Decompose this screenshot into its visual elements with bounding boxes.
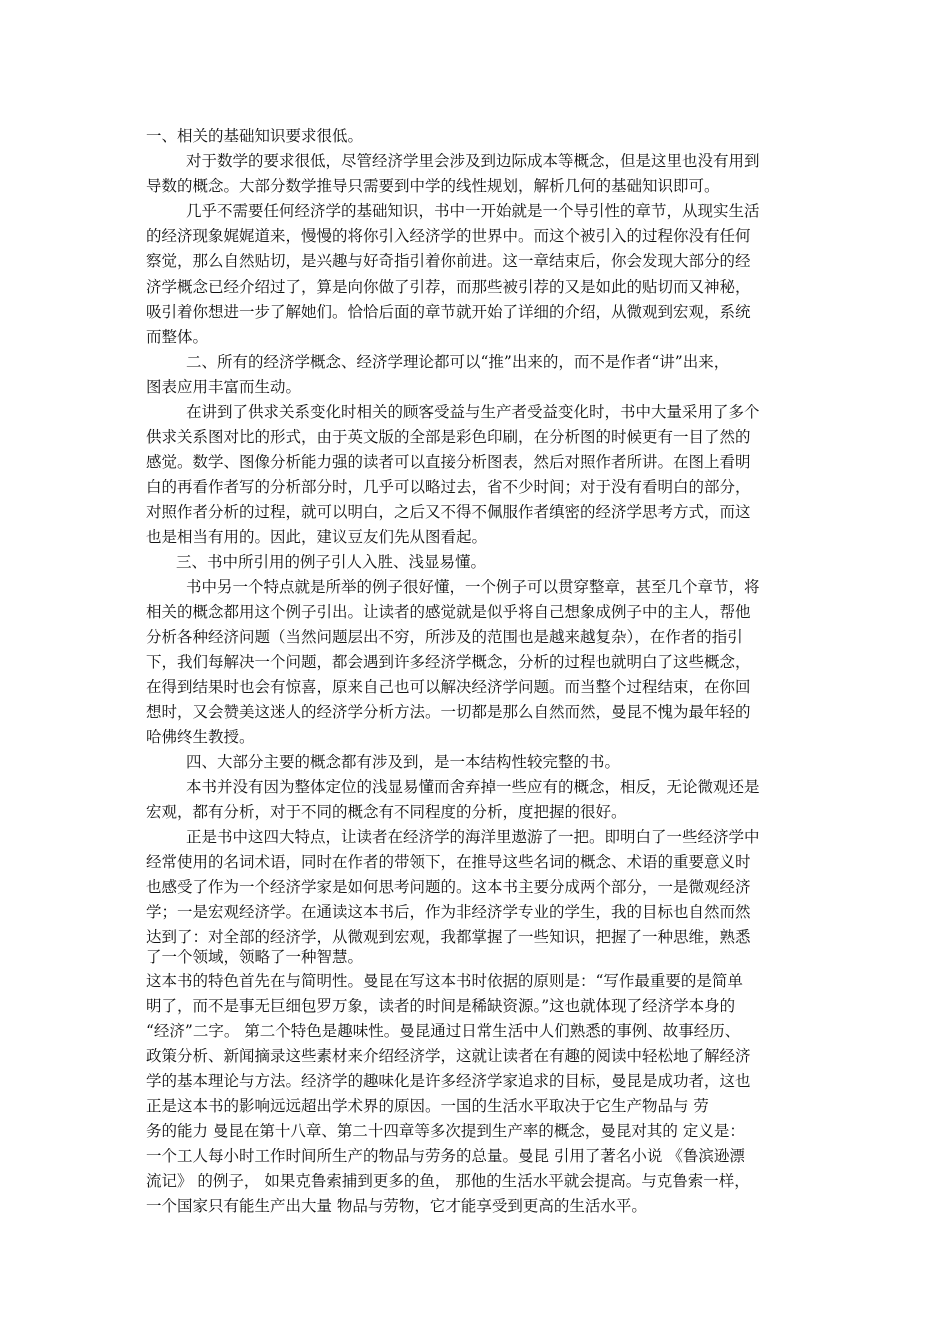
paragraph-line: 在讲到了供求关系变化时相关的顾客受益与生产者受益变化时，书中大量采用了多个 bbox=[186, 403, 760, 421]
paragraph-line: 感觉。数学、图像分析能力强的读者可以直接分析图表，然后对照作者所讲。在图上看明 bbox=[146, 453, 751, 471]
paragraph-line: “经济”二字。 第二个特色是趣味性。曼昆通过日常生活中人们熟悉的事例、故事经历、 bbox=[146, 1022, 741, 1040]
paragraph-line: 正是这本书的影响远远超出学术界的原因。一国的生活水平取决于它生产物品与 劳 bbox=[146, 1097, 709, 1115]
paragraph-line: 一个工人每小时工作时间所生产的物品与劳务的总量。曼昆 引用了著名小说 《鲁滨逊漂 bbox=[146, 1147, 745, 1165]
paragraph-line: 白的再看作者写的分析部分时，几乎可以略过去，省不少时间；对于没有看明白的部分， bbox=[146, 478, 751, 496]
paragraph-line: 导数的概念。大部分数学推导只需要到中学的线性规划，解析几何的基础知识即可。 bbox=[146, 177, 720, 195]
paragraph-line: 的经济现象娓娓道来，慢慢的将你引入经济学的世界中。而这个被引入的过程你没有任何 bbox=[146, 227, 751, 245]
paragraph-line: 一个国家只有能生产出大量 物品与劳物，它才能享受到更高的生活水平。 bbox=[146, 1197, 647, 1215]
paragraph-line: 这本书的特色首先在与简明性。曼昆在写这本书时依据的原则是：“写作最重要的是简单 bbox=[146, 972, 743, 990]
paragraph-line: 学；一是宏观经济学。在通读这本书后，作为非经济学专业的学生，我的目标也自然而然 bbox=[146, 903, 751, 921]
paragraph-line: 务的能力 曼昆在第十八章、第二十四章等多次提到生产率的概念，曼昆对其的 定义是： bbox=[146, 1122, 745, 1140]
paragraph-line: 经常使用的名词术语，同时在作者的带领下，在推导这些名词的概念、术语的重要意义时 bbox=[146, 853, 751, 871]
paragraph-line: 而整体。 bbox=[146, 328, 209, 346]
paragraph-line: 想时，又会赞美这迷人的经济学分析方法。一切都是那么自然而然，曼昆不愧为最年轻的 bbox=[146, 703, 751, 721]
paragraph-line: 明了，而不是事无巨细包罗万象，读者的时间是稀缺资源。”这也就体现了经济学本身的 bbox=[146, 997, 736, 1015]
paragraph-line: 学的基本理论与方法。经济学的趣味化是许多经济学家追求的目标，曼昆是成功者，这也 bbox=[146, 1072, 751, 1090]
section-heading-2: 二、所有的经济学概念、经济学理论都可以“推”出来的，而不是作者“讲”出来， bbox=[186, 353, 730, 371]
paragraph-line: 哈佛终生教授。 bbox=[146, 728, 255, 746]
paragraph-line: 政策分析、新闻摘录这些素材来介绍经济学，这就让读者在有趣的阅读中轻松地了解经济 bbox=[146, 1047, 751, 1065]
paragraph-line: 对照作者分析的过程，就可以明白，之后又不得不佩服作者缜密的经济学思考方式，而这 bbox=[146, 503, 751, 521]
section-heading-2-cont: 图表应用丰富而生动。 bbox=[146, 378, 302, 396]
paragraph-line: 下，我们每解决一个问题，都会遇到许多经济学概念，分析的过程也就明白了这些概念， bbox=[146, 653, 751, 671]
paragraph-line: 正是书中这四大特点，让读者在经济学的海洋里遨游了一把。即明白了一些经济学中 bbox=[186, 828, 760, 846]
paragraph-line: 济学概念已经介绍过了，算是向你做了引荐，而那些被引荐的又是如此的贴切而又神秘， bbox=[146, 278, 751, 296]
paragraph-line: 流记》 的例子， 如果克鲁索捕到更多的鱼， 那他的生活水平就会提高。与克鲁索一样， bbox=[146, 1172, 750, 1190]
section-heading-4: 四、大部分主要的概念都有涉及到，是一本结构性较完整的书。 bbox=[186, 753, 621, 771]
paragraph-line: 对于数学的要求很低，尽管经济学里会涉及到边际成本等概念，但是这里也没有用到 bbox=[186, 152, 760, 170]
paragraph-line: 也是相当有用的。因此，建议豆友们先从图看起。 bbox=[146, 528, 488, 546]
section-heading-3: 三、书中所引用的例子引人入胜、浅显易懂。 bbox=[176, 553, 487, 571]
paragraph-line: 了一个领域，领略了一种智慧。 bbox=[146, 948, 364, 966]
paragraph-line: 供求关系图对比的形式，由于英文版的全部是彩色印刷，在分析图的时候更有一目了然的 bbox=[146, 428, 751, 446]
paragraph-line: 察觉，那么自然贴切，是兴趣与好奇指引着你前进。这一章结束后，你会发现大部分的经 bbox=[146, 252, 751, 270]
section-heading-1: 一、相关的基础知识要求很低。 bbox=[146, 127, 364, 145]
paragraph-line: 也感受了作为一个经济学家是如何思考问题的。这本书主要分成两个部分，一是微观经济 bbox=[146, 878, 751, 896]
paragraph-line: 书中另一个特点就是所举的例子很好懂，一个例子可以贯穿整章，甚至几个章节，将 bbox=[186, 578, 760, 596]
paragraph-line: 宏观，都有分析，对于不同的概念有不同程度的分析，度把握的很好。 bbox=[146, 803, 627, 821]
paragraph-line: 吸引着你想进一步了解她们。恰恰后面的章节就开始了详细的介绍，从微观到宏观，系统 bbox=[146, 303, 751, 321]
paragraph-line: 在得到结果时也会有惊喜，原来自己也可以解决经济学问题。而当整个过程结束，在你回 bbox=[146, 678, 751, 696]
paragraph-line: 几乎不需要任何经济学的基础知识，书中一开始就是一个导引性的章节，从现实生活 bbox=[186, 202, 760, 220]
paragraph-line: 本书并没有因为整体定位的浅显易懂而舍弃掉一些应有的概念，相反，无论微观还是 bbox=[186, 778, 760, 796]
paragraph-line: 相关的概念都用这个例子引出。让读者的感觉就是似乎将自己想象成例子中的主人，帮他 bbox=[146, 603, 751, 621]
paragraph-line: 分析各种经济问题（当然问题层出不穷，所涉及的范围也是越来越复杂），在作者的指引 bbox=[146, 628, 743, 646]
paragraph-line: 达到了：对全部的经济学，从微观到宏观，我都掌握了一些知识，把握了一种思维，熟悉 bbox=[146, 928, 751, 946]
